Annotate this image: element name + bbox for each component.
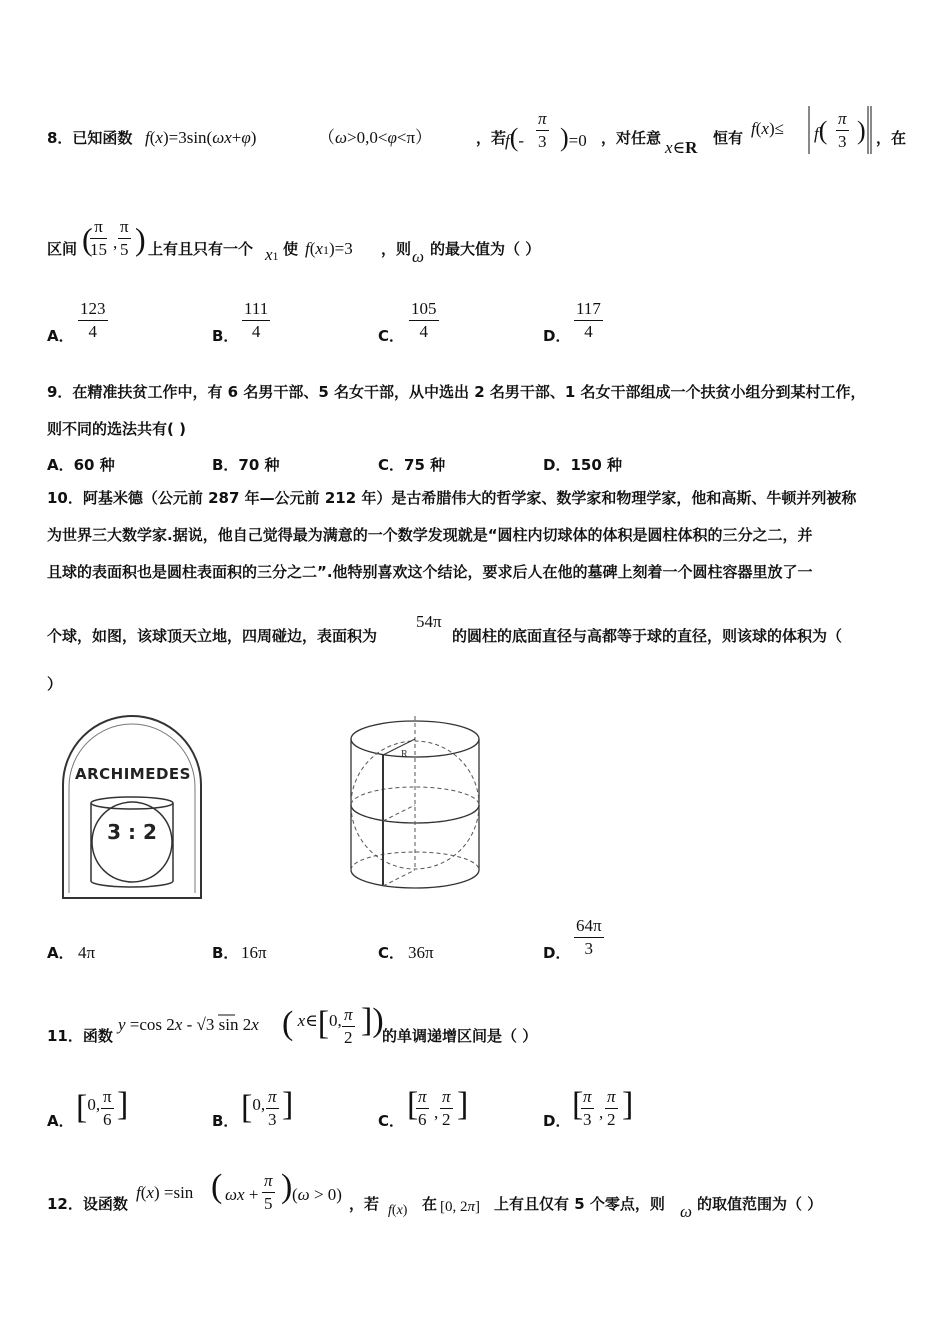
q10-line4a: 个球，如图，该球顶天立地，四周碰边，表面积为 (47, 627, 378, 645)
radius-label: R (401, 749, 408, 760)
q11-tail: 的单调递增区间是（ ） (382, 1027, 538, 1045)
q11-option-b-bracket[interactable]: [0, (241, 1089, 266, 1126)
q11-option-d-label[interactable]: D． (543, 1112, 571, 1130)
q11-option-b-frac[interactable]: $\frac{\pi}{3}$ (268, 1087, 277, 1129)
q12-mid: 上有且仅有 5 个零点，则 (494, 1195, 665, 1213)
q12-pi-over-5: $\frac{\pi}{5}$ (264, 1171, 273, 1213)
q8-zero-condition: f(- (505, 123, 525, 152)
q8-paren-close: ) (857, 116, 866, 145)
q12-tail: 的取值范围为（ ） (697, 1195, 823, 1213)
q10-option-d-value[interactable]: $\frac{64\pi}{3}$ (576, 916, 602, 958)
q8-inequality: f(x)≤ (751, 119, 784, 138)
q8-omega: ω (412, 247, 425, 266)
q8-x1: x1 (265, 245, 279, 264)
q8-hengyou: 恒有 (713, 129, 744, 147)
q11-number: 11．函数 (47, 1027, 113, 1045)
q11-pi-over-2: $\frac{\pi}{2}$ (344, 1005, 353, 1047)
q12-paren-open: ( (211, 1168, 223, 1205)
q11-option-d-close[interactable]: ] (622, 1086, 634, 1123)
q11-option-a-bracket[interactable]: [0, (76, 1089, 101, 1126)
q8-interval-b: $\frac{\pi}{5}$ (120, 217, 129, 259)
q10-option-a-label[interactable]: A． (47, 944, 74, 962)
q8-qujian: 区间 (47, 240, 78, 258)
q8-pi-over-3-b: $\frac{\pi}{3}$ (838, 109, 847, 151)
q11-option-a-close[interactable]: ] (117, 1086, 129, 1123)
q10-line3: 且球的表面积也是圆柱表面积的三分之二”.他特别喜欢这个结论，要求后人在他的墓碑上刻着一个圆柱容器里放了一 (47, 563, 813, 581)
q8-option-a-value[interactable]: $\frac{123}{4}$ (80, 299, 106, 341)
q12-zai: 在 (422, 1195, 438, 1213)
q12-interval: [0, 2π] (440, 1199, 481, 1215)
q11-option-a-frac[interactable]: $\frac{\pi}{6}$ (103, 1087, 112, 1129)
q8-option-d-label[interactable]: D． (543, 327, 571, 345)
q11-option-c-frac1[interactable]: $\frac{\pi}{6}$ (418, 1087, 427, 1129)
q10-option-b-value[interactable]: 16π (241, 943, 267, 962)
q8-option-c-value[interactable]: $\frac{105}{4}$ (411, 299, 437, 341)
q11-option-c-open[interactable]: [ (407, 1086, 419, 1123)
q9-option-c[interactable]: C．75 种 (378, 456, 446, 474)
q11-option-c-label[interactable]: C． (378, 1112, 405, 1130)
q11-option-d-comma[interactable]: , (599, 1103, 604, 1122)
q8-x-in-r: x∈R (665, 138, 698, 157)
q8-function: f(x)=3sin(ωx+φ) (145, 128, 257, 147)
q10-line5: ） (47, 675, 63, 693)
q12-paren-close: ) (281, 1168, 293, 1205)
q11-option-c-close[interactable]: ] (457, 1086, 469, 1123)
q8-option-d-value[interactable]: $\frac{117}{4}$ (576, 299, 601, 341)
q9-line1: 9．在精准扶贫工作中，有 6 名男干部、5 名女干部，从中选出 2 名男干部、1 名女干部组成一个扶贫小组分到某村工作， (47, 383, 866, 401)
tomb-ratio: 3 : 2 (107, 820, 157, 844)
q8-option-b-label[interactable]: B． (212, 327, 239, 345)
q12-omega-x: ωx + (225, 1185, 259, 1204)
q8-option-b-value[interactable]: $\frac{111}{4}$ (244, 299, 269, 341)
q8-eq-zero: )=0 (560, 123, 587, 152)
q11-option-d-frac2[interactable]: $\frac{\pi}{2}$ (607, 1087, 616, 1129)
q12-ruo: ，若 (349, 1195, 380, 1213)
q11-domain: ( x∈[0, (282, 1005, 342, 1042)
archimedes-tombstone-figure (60, 715, 205, 900)
q10-option-d-label[interactable]: D． (543, 944, 571, 962)
q8-zai: ，在 (876, 129, 907, 147)
cylinder-sphere-figure (345, 710, 485, 895)
q10-area: 54π (416, 612, 442, 631)
q12-omega: ω (680, 1202, 693, 1221)
q10-option-c-label[interactable]: C． (378, 944, 405, 962)
q10-option-b-label[interactable]: B． (212, 944, 239, 962)
q8-option-a-label[interactable]: A． (47, 327, 74, 345)
q8-number: 8．已知函数 (47, 129, 133, 147)
q8-interval-a: $\frac{\pi}{15}$ (90, 217, 107, 259)
q10-line1: 10．阿基米德（公元前 287 年—公元前 212 年）是古希腊伟大的哲学家、数学家和物理学家，他和高斯、牛顿并列被称 (47, 489, 857, 507)
q11-option-d-frac1[interactable]: $\frac{\pi}{3}$ (583, 1087, 592, 1129)
q9-option-b[interactable]: B．70 种 (212, 456, 280, 474)
q8-duirenyi: ，对任意 (601, 129, 662, 147)
q10-option-c-value[interactable]: 36π (408, 943, 434, 962)
q8-ze: ，则 (381, 240, 412, 258)
q8-mid: 上有且只有一个 (148, 240, 254, 258)
q8-ruo: ，若 (476, 129, 507, 147)
q8-interval-comma: , (113, 233, 118, 252)
q11-sqrt-bar (210, 1012, 236, 1018)
q8-interval-close: ) (135, 221, 146, 257)
q9-option-a[interactable]: A．60 种 (47, 456, 115, 474)
q8-f-inner: f( (814, 116, 828, 145)
q8-condition: （ω>0,0<φ<π） (318, 128, 433, 147)
q8-option-c-label[interactable]: C． (378, 327, 405, 345)
q8-tail: 的最大值为（ ） (430, 240, 541, 258)
q11-option-c-comma[interactable]: , (434, 1103, 439, 1122)
q12-fx: f(x) (388, 1203, 408, 1218)
q11-option-a-label[interactable]: A． (47, 1112, 74, 1130)
q12-function: f(x) =sin (136, 1183, 194, 1202)
q8-fx1: f(x1)=3 (305, 239, 353, 258)
q11-option-b-label[interactable]: B． (212, 1112, 239, 1130)
q12-omega-cond: (ω > 0) (292, 1185, 342, 1204)
q8-interval-open: ( (82, 221, 93, 257)
q11-function: y =cos 2x - √3 sin 2x (118, 1015, 259, 1034)
q8-pi-over-3: $\frac{\pi}{3}$ (538, 109, 547, 151)
q12-number: 12．设函数 (47, 1195, 128, 1213)
q11-domain-close: ]) (361, 1002, 384, 1039)
tomb-title: ARCHIMEDES (75, 765, 191, 783)
q8-shi: 使 (283, 240, 299, 258)
q11-option-b-close[interactable]: ] (282, 1086, 294, 1123)
q11-option-d-open[interactable]: [ (572, 1086, 584, 1123)
q9-option-d[interactable]: D．150 种 (543, 456, 622, 474)
q11-option-c-frac2[interactable]: $\frac{\pi}{2}$ (442, 1087, 451, 1129)
q10-line2: 为世界三大数学家.据说，他自己觉得最为满意的一个数学发现就是“圆柱内切球体的体积是圆柱体积的三分之二，并 (47, 526, 813, 544)
q10-option-a-value[interactable]: 4π (78, 943, 96, 962)
q10-line4b: 的圆柱的底面直径与高都等于球的直径，则该球的体积为（ (452, 627, 843, 645)
q9-line2: 则不同的选法共有( ) (47, 420, 186, 438)
